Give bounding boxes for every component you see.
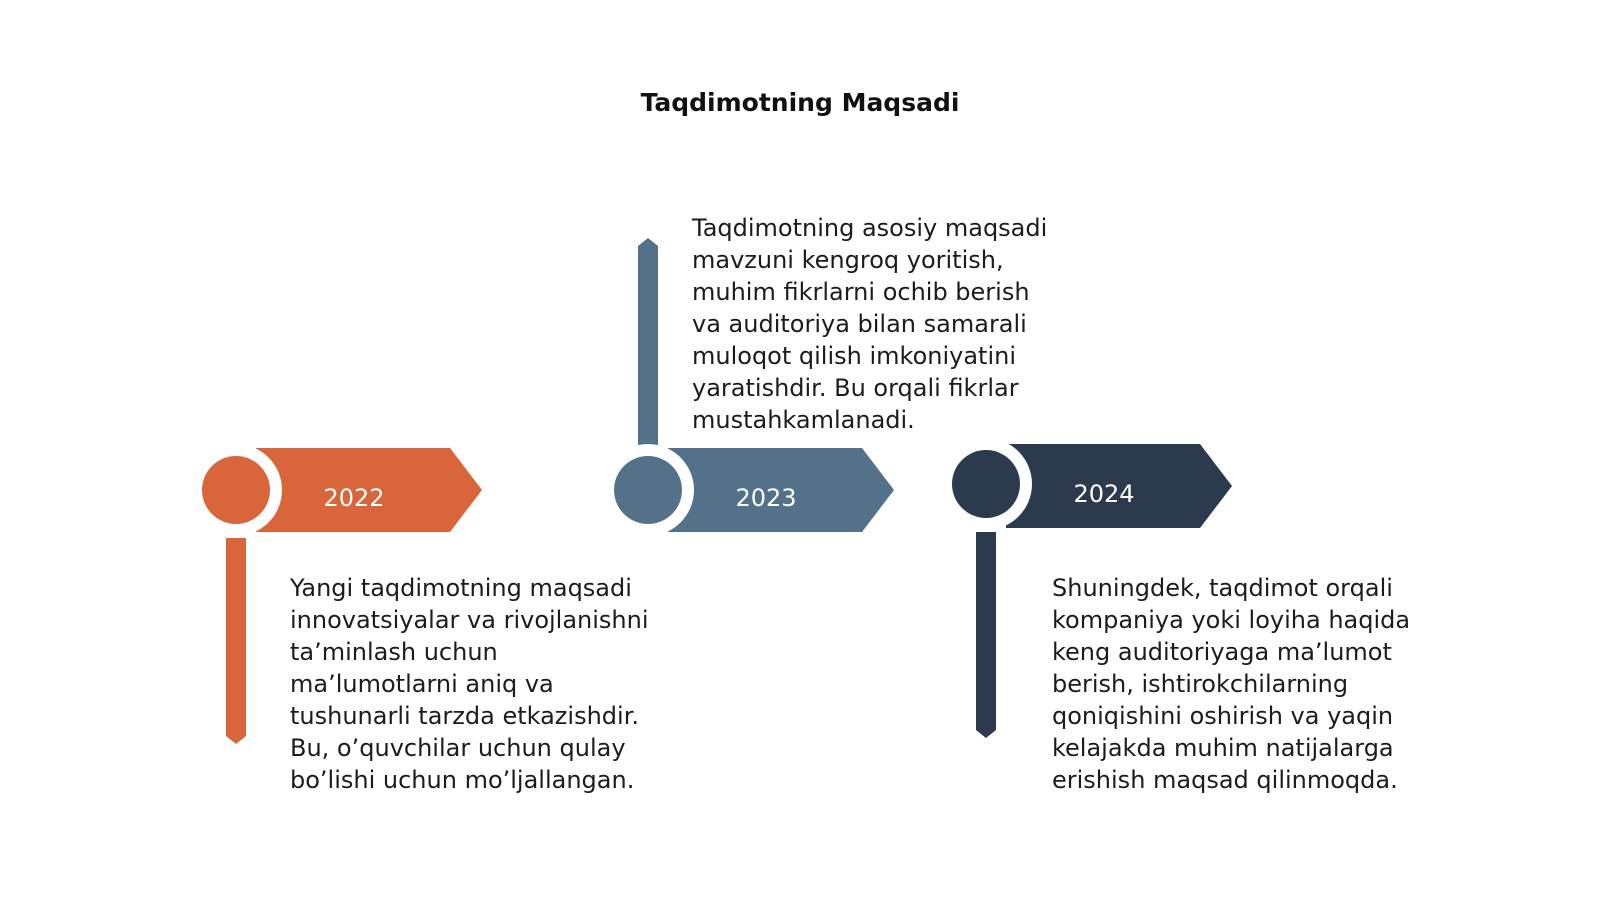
milestone-2022-node bbox=[202, 456, 270, 524]
year-label-2023: 2023 bbox=[735, 484, 797, 512]
milestone-2022-stem bbox=[226, 538, 246, 744]
milestone-2023-stem bbox=[638, 238, 658, 446]
milestone-2024-description: Shuningdek, taqdimot orqali kompaniya yoki loyiha haqida keng auditoriyaga ma’lumot berish, ishtirokchilarning qoniqishini oshirish va yaqin kelajakda muhim natijalarga erishish maqsad qilinmoqda. bbox=[1052, 574, 1411, 794]
year-label-2022: 2022 bbox=[323, 484, 385, 512]
milestone-2023-description: Taqdimotning asosiy maqsadi mavzuni kengroq yoritish, muhim fikrlarni ochib berish va auditoriya bilan samarali muloqot qilish imkoniyatini yaratishdir. Bu orqali fikrlar mustahkamlanadi. bbox=[692, 214, 1048, 434]
year-label-2024: 2024 bbox=[1073, 480, 1135, 508]
milestone-2022-description: Yangi taqdimotning maqsadi innovatsiyalar va rivojlanishni ta’minlash uchun ma’lumotlarni aniq va tushunarli tarzda etkazishdir. Bu, o’quvchilar uchun qulay bo’lishi uchun mo’ljallangan. bbox=[290, 574, 649, 794]
milestone-2023-node bbox=[614, 456, 682, 524]
slide-title: Taqdimotning Maqsadi bbox=[640, 88, 960, 117]
milestone-2024-stem bbox=[976, 532, 996, 738]
milestone-2024-node bbox=[952, 450, 1020, 518]
